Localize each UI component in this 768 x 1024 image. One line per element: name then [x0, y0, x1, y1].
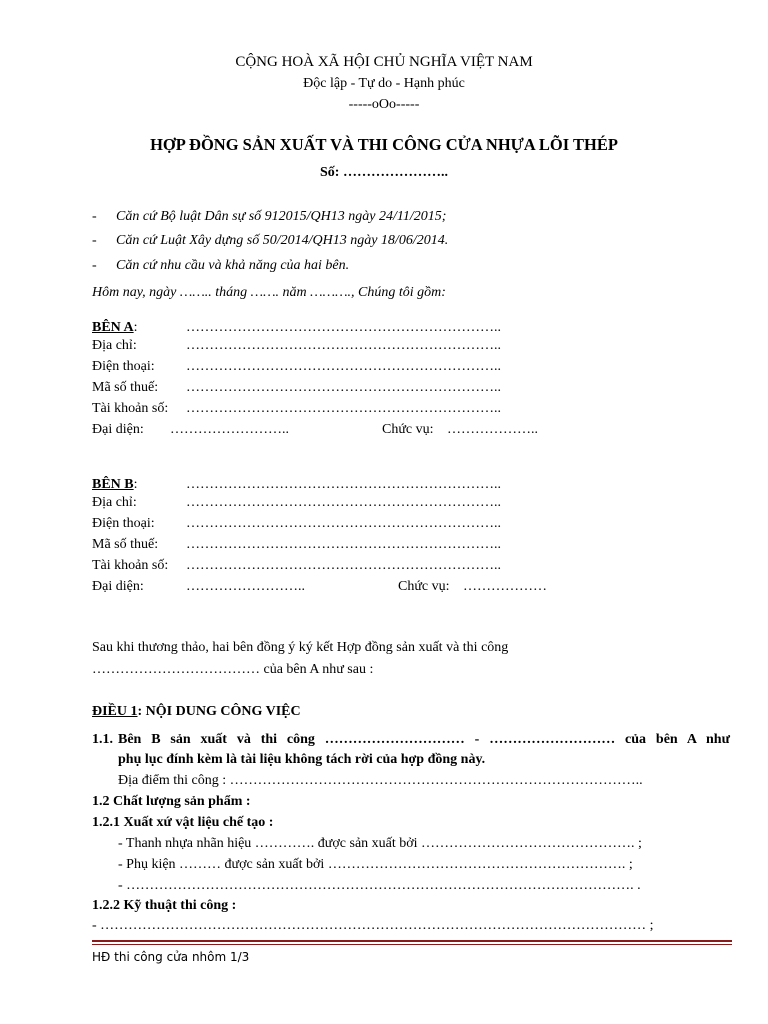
party-b-tax-label: Mã số thuế:	[92, 537, 159, 552]
party-a-tax-dots: …………………………………………………………..	[186, 380, 501, 395]
party-a-heading	[92, 320, 138, 336]
item-1-2: 1.2 Chất lượng sản phẩm :	[92, 794, 251, 809]
origin-row-accessories: - Phụ kiện ……… được sản xuất bởi ………………………………………………………. ;	[118, 857, 633, 872]
party-a-rep-label: Đại diện:	[92, 422, 144, 437]
party-a-phone-label: Điện thoại:	[92, 359, 155, 374]
party-a-position-dots: ………………..	[447, 422, 538, 437]
location-line	[118, 773, 643, 789]
party-a-rep-dots: ……………………..	[170, 422, 289, 437]
footer-rule-thick	[92, 940, 732, 942]
national-motto: Độc lập - Tự do - Hạnh phúc	[303, 76, 465, 91]
basis-1: Căn cứ Bộ luật Dân sự số 912015/QH13 ngày 24/11/2015;	[116, 209, 447, 224]
technique-row: - ……………………………………………………………………………………………………… ;	[92, 918, 654, 933]
origin-row-other: - ………………………………………………………………………………………………. .	[118, 878, 641, 893]
footer-text: HĐ thi công cửa nhôm 1/3	[92, 950, 250, 964]
footer-rule-thin	[92, 944, 732, 945]
contract-number: Số: …………………..	[320, 165, 448, 180]
basis-bullet-3: -	[92, 258, 97, 273]
party-b-phone-label: Điện thoại:	[92, 516, 155, 531]
party-b-name-dots: …………………………………………………………..	[186, 477, 501, 492]
location-dots: ……………………………………………………………………………..	[229, 773, 643, 788]
party-a-account-dots: …………………………………………………………..	[186, 401, 501, 416]
agreement-line-2: ……………………………… của bên A như sau :	[92, 662, 374, 677]
party-b-rep-dots: ……………………..	[186, 579, 305, 594]
item-1-1-line-2: phụ lục đính kèm là tài liệu không tách rời của hợp đồng này.	[118, 752, 486, 767]
party-b-address-label: Địa chỉ:	[92, 495, 137, 510]
party-a-tax-label: Mã số thuế:	[92, 380, 159, 395]
basis-3: Căn cứ nhu cầu và khả năng của hai bên.	[116, 258, 350, 273]
party-b-phone-dots: …………………………………………………………..	[186, 516, 501, 531]
party-a-phone-dots: …………………………………………………………..	[186, 359, 501, 374]
party-b-position-dots: ………………	[463, 579, 547, 594]
party-b-heading	[92, 477, 138, 493]
article-1-heading	[92, 704, 301, 720]
party-a-position-label: Chức vụ:	[382, 422, 434, 437]
party-a-address-label: Địa chỉ:	[92, 338, 137, 353]
party-a-heading-colon: :	[133, 320, 138, 335]
party-a-account-label: Tài khoản số:	[92, 401, 169, 416]
origin-row-profile: - Thanh nhựa nhãn hiệu …………. được sản xuất bởi ………………………………………. ;	[118, 836, 642, 851]
header-separator: -----oOo-----	[348, 97, 420, 112]
party-b-address-dots: …………………………………………………………..	[186, 495, 501, 510]
basis-bullet-2: -	[92, 233, 97, 248]
location-label: Địa điểm thi công :	[118, 773, 227, 788]
party-b-account-dots: …………………………………………………………..	[186, 558, 501, 573]
article-1-title: : NỘI DUNG CÔNG VIỆC	[137, 704, 301, 719]
party-a-name-dots: …………………………………………………………..	[186, 320, 501, 335]
item-1-1-number: 1.1.	[92, 732, 113, 747]
party-b-heading-label: BÊN B	[92, 477, 134, 492]
party-b-rep-label: Đại diện:	[92, 579, 144, 594]
party-b-account-label: Tài khoản số:	[92, 558, 169, 573]
party-a-heading-label: BÊN A	[92, 320, 134, 335]
basis-2: Căn cứ Luật Xây dựng số 50/2014/QH13 ngày 18/06/2014.	[116, 233, 449, 248]
article-1-label: ĐIỀU 1	[92, 704, 138, 719]
party-a-address-dots: …………………………………………………………..	[186, 338, 501, 353]
item-1-2-1: 1.2.1 Xuất xứ vật liệu chế tạo :	[92, 815, 274, 830]
party-b-position-label: Chức vụ:	[398, 579, 450, 594]
today-line: Hôm nay, ngày …….. tháng ……. năm ………., Chúng tôi gồm:	[92, 285, 446, 300]
agreement-line-1: Sau khi thương thảo, hai bên đồng ý ký kết Hợp đồng sản xuất và thi công	[92, 640, 509, 655]
item-1-2-2: 1.2.2 Kỹ thuật thi công :	[92, 898, 237, 913]
country-name: CỘNG HOÀ XÃ HỘI CHỦ NGHĨA VIỆT NAM	[235, 54, 533, 70]
item-1-1-line-1: Bên B sản xuất và thi công ………………………… - ……………………… của bên A như	[118, 732, 730, 747]
party-b-tax-dots: …………………………………………………………..	[186, 537, 501, 552]
contract-title: HỢP ĐỒNG SẢN XUẤT VÀ THI CÔNG CỬA NHỰA LÕI THÉP	[150, 135, 618, 154]
party-b-heading-colon: :	[133, 477, 138, 492]
basis-bullet-1: -	[92, 209, 97, 224]
